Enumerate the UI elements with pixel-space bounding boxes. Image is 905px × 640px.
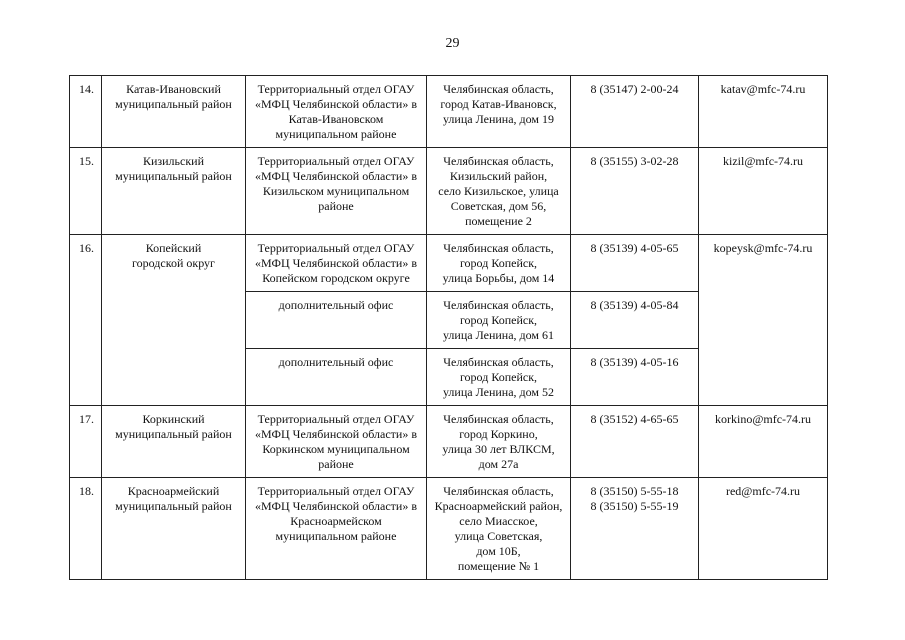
office-address-line: город Катав-Ивановск,: [440, 97, 557, 111]
office-name-line: Катав-Ивановском: [288, 112, 384, 126]
office-name-line: дополнительный офис: [278, 298, 394, 312]
row-number-line: 14.: [79, 82, 94, 96]
office-address-line: село Кизильское, улица: [438, 184, 559, 198]
district-name-line: муниципальный район: [115, 499, 232, 513]
district-name: [102, 235, 246, 406]
office-address-line: помещение № 1: [457, 559, 540, 573]
office-name: [246, 76, 427, 148]
office-phone-line: 8 (35152) 4-65-65: [590, 412, 679, 426]
district-name-line: муниципальный район: [115, 169, 232, 183]
office-address-line: Челябинская область,: [443, 355, 554, 369]
office-address-line: помещение 2: [465, 214, 532, 228]
office-name-line: Коркинском муниципальном: [262, 442, 410, 456]
office-address-line: Кизильский район,: [449, 169, 548, 183]
row-number: [70, 478, 102, 580]
office-address-line: дом 10Б,: [476, 544, 521, 558]
district-name-line: Коркинский: [142, 412, 205, 426]
office-name: [246, 478, 427, 580]
table-row: [70, 478, 828, 580]
office-phone: [571, 406, 699, 478]
office-name-line: Территориальный отдел ОГАУ: [257, 82, 415, 96]
office-address-line: улица Ленина, дом 52: [442, 385, 555, 399]
district-name-line: Катав-Ивановский: [126, 82, 221, 96]
office-address-line: город Копейск,: [459, 313, 538, 327]
mfc-offices-table: [69, 75, 828, 580]
office-address: [427, 235, 571, 292]
table-row: [70, 76, 828, 148]
office-name: [246, 349, 427, 406]
office-address: [427, 406, 571, 478]
office-address-line: Челябинская область,: [443, 412, 554, 426]
office-phone: [571, 478, 699, 580]
office-name-line: Территориальный отдел ОГАУ: [257, 154, 415, 168]
office-address-line: улица Борьбы, дом 14: [442, 271, 555, 285]
office-address-line: улица Ленина, дом 19: [442, 112, 555, 126]
row-number: [70, 148, 102, 235]
office-phone-line: 8 (35150) 5-55-18: [590, 484, 679, 498]
district-name-line: Копейский: [145, 241, 202, 255]
row-number: [70, 235, 102, 406]
office-address-line: Челябинская область,: [443, 484, 554, 498]
office-name-line: Копейском городском округе: [262, 271, 410, 285]
district-name: [102, 406, 246, 478]
office-email: [699, 235, 828, 406]
office-address-line: Челябинская область,: [443, 298, 554, 312]
office-address-line: улица 30 лет ВЛКСМ,: [442, 442, 555, 456]
office-phone: [571, 148, 699, 235]
office-phone-line: 8 (35147) 2-00-24: [590, 82, 679, 96]
office-name: [246, 235, 427, 292]
office-address-line: дом 27а: [478, 457, 519, 471]
row-number-line: 18.: [79, 484, 94, 498]
office-name-line: районе: [318, 457, 354, 471]
office-email-line: kopeysk@mfc-74.ru: [713, 241, 813, 255]
office-phone-line: 8 (35139) 4-05-65: [590, 241, 679, 255]
office-address-line: город Копейск,: [459, 256, 538, 270]
office-email: [699, 76, 828, 148]
office-address-line: Советская, дом 56,: [450, 199, 547, 213]
office-address-line: улица Ленина, дом 61: [442, 328, 555, 342]
office-name-line: «МФЦ Челябинской области» в: [255, 427, 417, 441]
office-address-line: село Миасское,: [459, 514, 538, 528]
office-name: [246, 406, 427, 478]
table-row: [70, 235, 828, 292]
page-number: 29: [445, 36, 460, 51]
office-email-line: red@mfc-74.ru: [725, 484, 801, 498]
district-name: [102, 478, 246, 580]
office-name-line: Красноармейском: [290, 514, 382, 528]
table-body: [70, 76, 828, 580]
office-name-line: районе: [318, 199, 354, 213]
office-name-line: «МФЦ Челябинской области» в: [255, 499, 417, 513]
office-address-line: город Копейск,: [459, 370, 538, 384]
office-email-line: katav@mfc-74.ru: [720, 82, 806, 96]
office-name-line: Кизильском муниципальном: [262, 184, 410, 198]
office-name-line: Территориальный отдел ОГАУ: [257, 412, 415, 426]
office-name-line: Территориальный отдел ОГАУ: [257, 484, 415, 498]
office-address: [427, 349, 571, 406]
office-address: [427, 148, 571, 235]
office-phone-line: 8 (35139) 4-05-84: [590, 298, 679, 312]
table-row: [70, 148, 828, 235]
district-name-line: муниципальный район: [115, 97, 232, 111]
office-phone: [571, 292, 699, 349]
office-address: [427, 76, 571, 148]
office-phone-line: 8 (35150) 5-55-19: [590, 499, 679, 513]
district-name: [102, 76, 246, 148]
office-name-line: Территориальный отдел ОГАУ: [257, 241, 415, 255]
office-address: [427, 292, 571, 349]
office-address: [427, 478, 571, 580]
office-name: [246, 292, 427, 349]
office-name-line: дополнительный офис: [278, 355, 394, 369]
row-number: [70, 76, 102, 148]
district-name-line: муниципальный район: [115, 427, 232, 441]
office-address-line: Челябинская область,: [443, 241, 554, 255]
office-name-line: муниципальном районе: [275, 127, 397, 141]
office-email: [699, 478, 828, 580]
office-name-line: «МФЦ Челябинской области» в: [255, 169, 417, 183]
district-name-line: Кизильский: [142, 154, 205, 168]
office-email-line: korkino@mfc-74.ru: [714, 412, 812, 426]
office-name-line: «МФЦ Челябинской области» в: [255, 256, 417, 270]
office-phone-line: 8 (35139) 4-05-16: [590, 355, 679, 369]
office-name: [246, 148, 427, 235]
office-name-line: «МФЦ Челябинской области» в: [255, 97, 417, 111]
office-email: [699, 148, 828, 235]
row-number-line: 17.: [79, 412, 94, 426]
office-email: [699, 406, 828, 478]
district-name-line: Красноармейский: [127, 484, 220, 498]
office-address-line: Челябинская область,: [443, 154, 554, 168]
office-address-line: улица Советская,: [454, 529, 543, 543]
office-phone: [571, 76, 699, 148]
office-email-line: kizil@mfc-74.ru: [722, 154, 804, 168]
row-number-line: 16.: [79, 241, 94, 255]
district-name: [102, 148, 246, 235]
district-name-line: городской округ: [132, 256, 215, 270]
office-name-line: муниципальном районе: [275, 529, 397, 543]
office-phone: [571, 235, 699, 292]
table-row: [70, 406, 828, 478]
row-number: [70, 406, 102, 478]
office-phone-line: 8 (35155) 3-02-28: [590, 154, 679, 168]
row-number-line: 15.: [79, 154, 94, 168]
office-phone: [571, 349, 699, 406]
office-address-line: Красноармейский район,: [434, 499, 563, 513]
office-address-line: город Коркино,: [459, 427, 538, 441]
office-address-line: Челябинская область,: [443, 82, 554, 96]
